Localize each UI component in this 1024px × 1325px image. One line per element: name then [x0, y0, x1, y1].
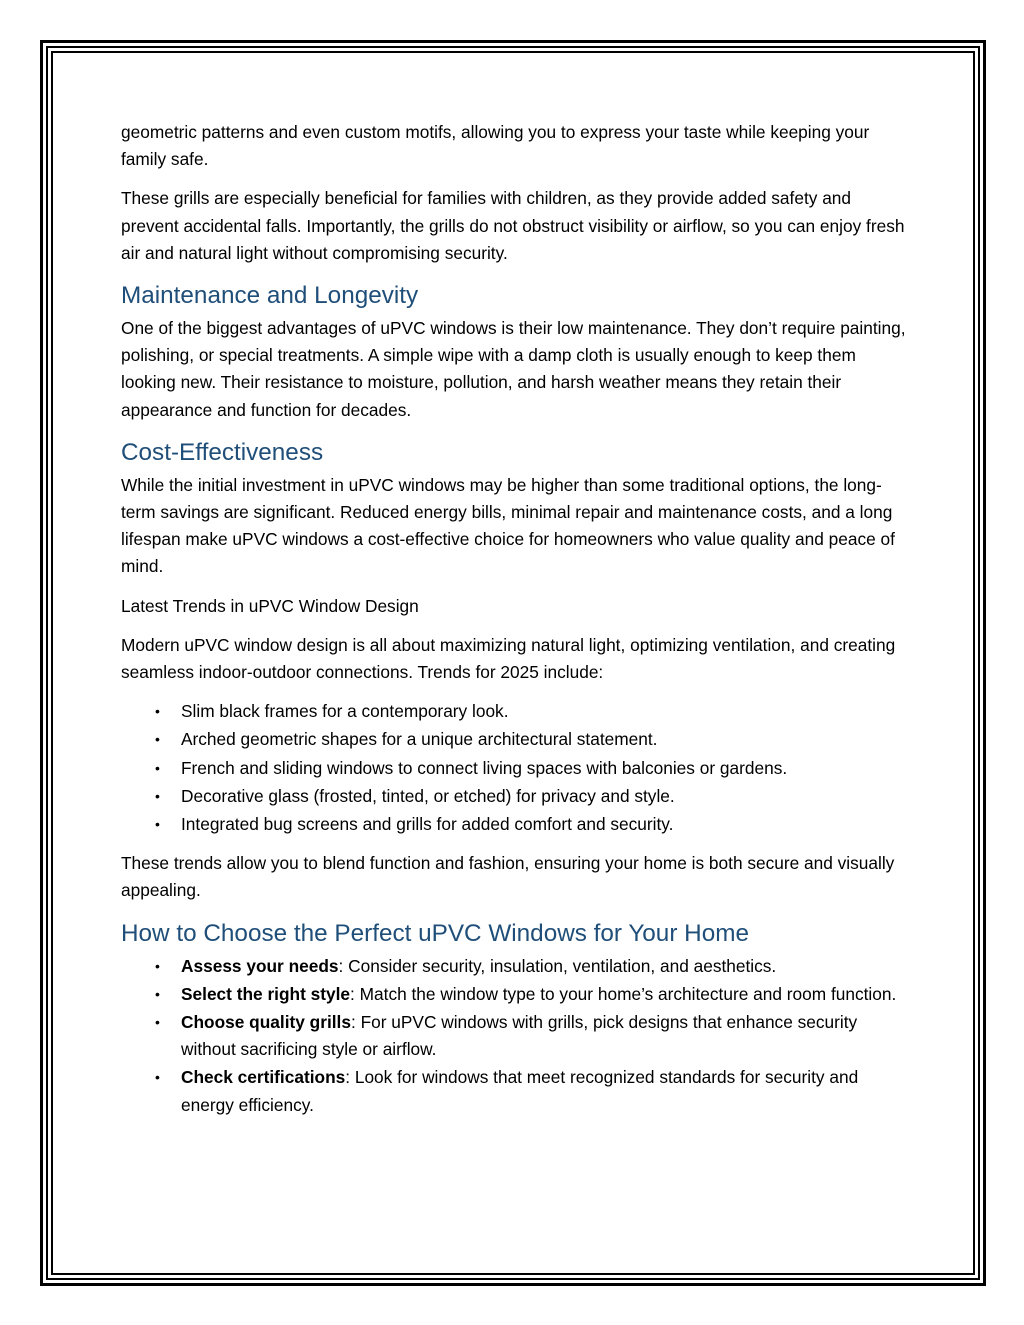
list-item: • French and sliding windows to connect living spaces with balconies or gardens. — [121, 755, 911, 782]
list-term: Check certifications — [181, 1067, 346, 1088]
bullet-icon: • — [155, 985, 160, 1002]
document-body — [121, 119, 911, 1131]
list-item: • Integrated bug screens and grills for added comfort and security. — [121, 811, 911, 838]
list-item: • Check certifications: Look for windows that meet recognized standards for security and energy efficiency. — [121, 1064, 911, 1118]
paragraph-grill-designs: geometric patterns and even custom motifs, allowing you to express your taste while keeping your family safe. — [121, 122, 870, 170]
paragraph-trends-outro: These trends allow you to blend function and fashion, ensuring your home is both secure and visually appealing. — [121, 853, 895, 901]
list-item: • Slim black frames for a contemporary look. — [121, 698, 911, 725]
list-item: • Assess your needs: Consider security, insulation, ventilation, and aesthetics. — [121, 953, 911, 980]
list-item: • Arched geometric shapes for a unique architectural statement. — [121, 726, 911, 753]
bullet-icon: • — [155, 703, 160, 720]
bullet-icon: • — [155, 957, 160, 974]
list-item: • Decorative glass (frosted, tinted, or etched) for privacy and style. — [121, 783, 911, 810]
heading-maintenance: Maintenance and Longevity — [121, 282, 419, 310]
bullet-icon: • — [155, 1069, 160, 1086]
heading-cost: Cost-Effectiveness — [121, 438, 324, 466]
paragraph-maintenance: One of the biggest advantages of uPVC windows is their low maintenance. They don’t require painting, polishing, or special treatments. A simple wipe with a damp cloth is usually enough to keep them looking new. Their resistance to moisture, pollution, and harsh weather means they retain their appearance and function for decades. — [121, 318, 906, 420]
heading-choose: How to Choose the Perfect uPVC Windows for Your Home — [121, 919, 749, 947]
choose-list — [121, 953, 911, 1119]
list-term: Assess your needs — [181, 955, 339, 976]
bullet-icon: • — [155, 787, 160, 804]
bullet-icon: • — [155, 1014, 160, 1031]
paragraph-trends-title: Latest Trends in uPVC Window Design — [121, 595, 419, 616]
paragraph-grill-safety: These grills are especially beneficial for families with children, as they provide added safety and prevent accidental falls. Importantly, the grills do not obstruct visibility or airflow, so you can enjoy fresh air and natural light without compromising security. — [121, 188, 905, 263]
paragraph-trends-intro: Modern uPVC window design is all about maximizing natural light, optimizing ventilation, and creating seamless indoor-outdoor connections. Trends for 2025 include: — [121, 634, 896, 683]
list-item: • Choose quality grills: For uPVC windows with grills, pick designs that enhance security without sacrificing style or airflow. — [121, 1009, 911, 1063]
trends-list — [121, 698, 911, 838]
bullet-icon: • — [155, 816, 160, 833]
bullet-icon: • — [155, 731, 160, 748]
list-term: Choose quality grills — [181, 1012, 351, 1033]
paragraph-cost: While the initial investment in uPVC windows may be higher than some traditional options, the long-term savings are significant. Reduced energy bills, minimal repair and maintenance costs, and a long lifespan make uPVC windows a cost-effective choice for homeowners who value quality and peace of mind. — [121, 474, 895, 577]
list-term: Select the right style — [181, 983, 351, 1004]
list-item: • Select the right style: Match the window type to your home’s architecture and room function. — [121, 981, 911, 1008]
bullet-icon: • — [155, 759, 160, 776]
